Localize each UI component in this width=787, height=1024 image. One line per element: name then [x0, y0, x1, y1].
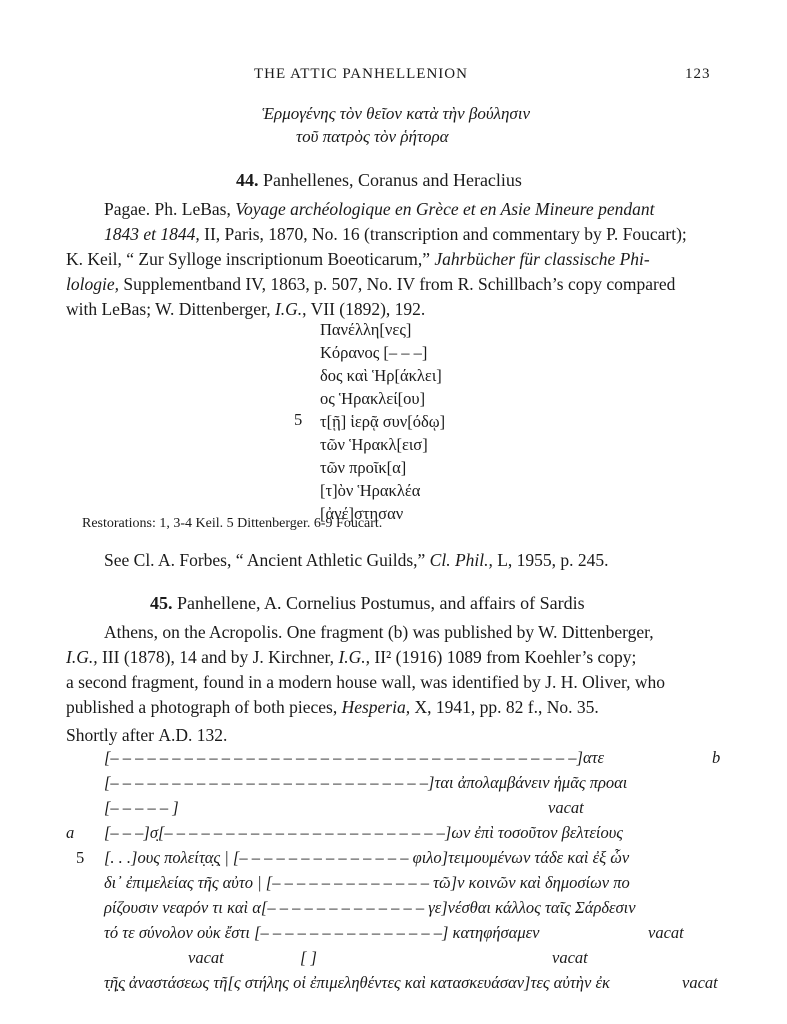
inscription-line: Πανέλλη[νες]: [320, 320, 412, 339]
vacat-line-3: vacat: [548, 798, 584, 817]
ins45-line-10: τ̣ῆ̣ς̣ ἀναστάσεως τῆ[ς στήλης οἱ ἐπιμεληθέντες καὶ κατασκευάσαν]τες αὐτὴν ἐκ: [104, 973, 610, 992]
ins45-line-3: [– – – – – ]: [104, 798, 179, 817]
section-45-para-line-4: published a photograph of both pieces, Hesperia, X, 1941, pp. 82 f., No. 35.: [66, 697, 599, 717]
section-45-number: 45.: [150, 593, 173, 613]
fragment-b-label: b: [712, 748, 721, 767]
section-45-heading: [150, 593, 585, 614]
inscription-line: ος Ἡρακλεί[ου]: [320, 389, 426, 408]
ins45-line-5: [. . .]ους πολείτ̣α̣ς̣ | [– – – – – – – – – – – – – – φιλο]τειμουμένων τάδε καὶ ἐξ ὧν: [104, 848, 630, 867]
page-number: 123: [685, 66, 711, 82]
vacat-line-9b: vacat: [552, 948, 588, 967]
ins45-line-2: [– – – – – – – – – – – – – – – – – – – – – – – – – –]ται ἀπολαμβάνειν ἡμᾶς προαι: [104, 773, 628, 792]
greek-line-1: Ἑρμογένης τὸν θεῖον κατὰ τὴν βούλησιν: [262, 104, 531, 123]
running-title: THE ATTIC PANHELLENION: [254, 66, 468, 82]
fragment-a-label: a: [66, 823, 75, 842]
see-also-line: See Cl. A. Forbes, “ Ancient Athletic Guilds,” Cl. Phil., L, 1955, p. 245.: [104, 550, 609, 570]
vacat-line-8: vacat: [648, 923, 684, 942]
section-45-para-line-3: a second fragment, found in a modern house wall, was identified by J. H. Oliver, who: [66, 672, 666, 692]
section-44-para-line-2: 1843 et 1844, II, Paris, 1870, No. 16 (transcription and commentary by P. Foucart);: [104, 224, 687, 244]
ins45-line-7: ρίζουσιν νεαρόν τι καὶ α[– – – – – – – – – – – – – γε]νέσθαι κάλλος ταῖς Σάρδεσιν: [104, 898, 636, 917]
section-44-title: Panhellenes, Coranus and Heraclius: [263, 170, 522, 190]
inscription-44: [320, 318, 445, 525]
line-number-5: 5: [294, 410, 303, 429]
inscription-line: δος καὶ Ἡρ[άκλει]: [320, 366, 442, 385]
vacat-line-10: vacat: [682, 973, 718, 992]
section-44-para-line-5: with LeBas; W. Dittenberger, I.G., VII (1892), 192.: [66, 299, 426, 319]
section-44-heading: [236, 170, 522, 191]
vacat-line-9a: vacat: [188, 948, 224, 967]
ins45-line-1: [– – – – – – – – – – – – – – – – – – – – – – – – – – – – – – – – – – – – – –]ατε: [104, 748, 605, 767]
ins45-line-4: [– – –]σ̣[– – – – – – – – – – – – – – – – – – – – – – –]ων ἐπὶ τοσοῦτον βελτείους: [104, 823, 623, 842]
section-44-para-line-1: Pagae. Ph. LeBas, Voyage archéologique en Grèce et en Asie Mineure pendant: [104, 199, 655, 219]
section-45-para-line-2: I.G., III (1878), 14 and by J. Kirchner, I.G., II² (1916) 1089 from Koehler’s copy;: [66, 647, 637, 667]
date-line: Shortly after A.D. 132.: [66, 725, 228, 745]
inscription-line: τῶν Ἡρακλ[εισ]: [320, 435, 428, 454]
ins45-line-8: τό τε σύνολον οὐκ ἔστι [– – – – – – – – – – – – – – –] κατηφήσαμεν: [104, 923, 540, 942]
restorations-note: Restorations: 1, 3-4 Keil. 5 Dittenberger. 6-9 Foucart.: [82, 516, 383, 531]
inscription-line: [ἀνέ]στησαν: [320, 504, 404, 523]
section-45-para-line-1: Athens, on the Acropolis. One fragment (b) was published by W. Dittenberger,: [104, 622, 654, 642]
section-45-title: Panhellene, A. Cornelius Postumus, and affairs of Sardis: [177, 593, 585, 613]
section-44-para-line-3: K. Keil, “ Zur Sylloge inscriptionum Boeoticarum,” Jahrbücher für classische Phi-: [66, 249, 650, 269]
greek-line-2: τοῦ πατρὸς τὸν ῥήτορα: [296, 127, 449, 146]
section-44-para-line-4: lologie, Supplementband IV, 1863, p. 507, No. IV from R. Schillbach’s copy compared: [66, 274, 676, 294]
section-44-number: 44.: [236, 170, 259, 190]
inscription-line: [τ]ὸν Ἡρακλέα: [320, 481, 421, 500]
inscription-line: τῶν προῖκ[α]: [320, 458, 407, 477]
inscription-line: Κόρανος [– – –]: [320, 343, 428, 362]
ins45-line-number-5: 5: [76, 848, 85, 867]
inscription-line: τ[ῇ] ἱερᾷ συν[όδῳ]: [320, 412, 446, 431]
ins45-line-9: [ ]: [300, 948, 317, 967]
ins45-line-6: δι᾽ ἐπιμελείας τῆς αὐτο | [– – – – – – – – – – – – – τῶ]ν κοινῶν καὶ δημοσίων πο: [104, 873, 630, 892]
